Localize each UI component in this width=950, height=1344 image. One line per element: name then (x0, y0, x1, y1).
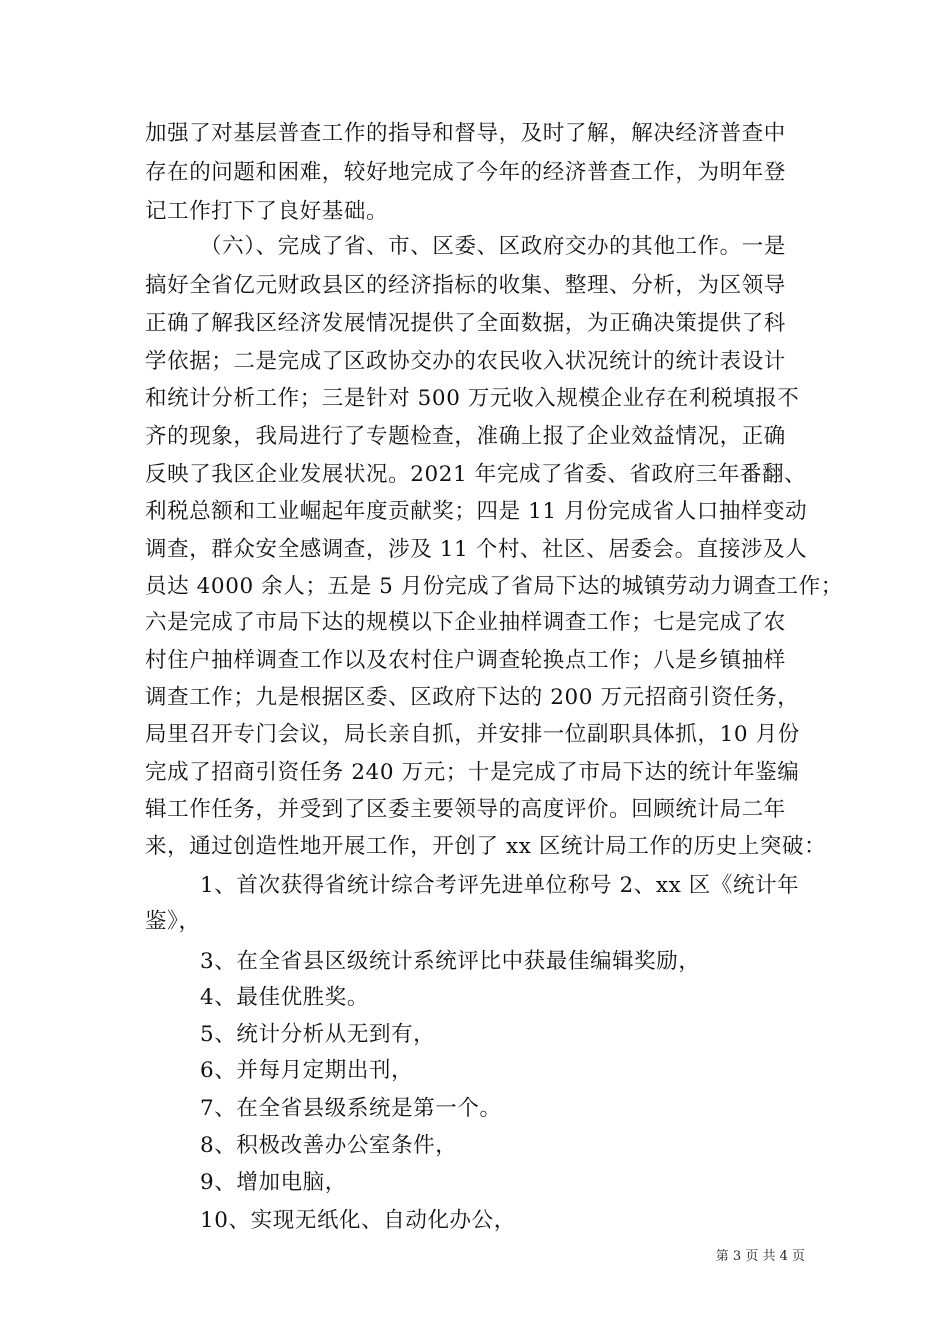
list-item: 1、首次获得省统计综合考评先进单位称号 2、xx 区《统计年 (200, 873, 800, 898)
list-item: 9、增加电脑， (200, 1170, 347, 1195)
text-line: 辑工作任务，并受到了区委主要领导的高度评价。回顾统计局二年 (145, 797, 786, 822)
text-line: 反映了我区企业发展状况。2021 年完成了省委、省政府三年番翻、 (145, 462, 807, 487)
text-line: 加强了对基层普查工作的指导和督导，及时了解，解决经济普查中 (145, 121, 786, 146)
text-line: 完成了招商引资任务 240 万元；十是完成了市局下达的统计年鉴编 (145, 760, 800, 785)
text-line: 正确了解我区经济发展情况提供了全面数据，为正确决策提供了科 (145, 311, 786, 336)
text-line: 鉴》， (145, 909, 201, 934)
text-line: 村住户抽样调查工作以及农村住户调查轮换点工作；八是乡镇抽样 (145, 648, 786, 673)
text-line: 调查工作；九是根据区委、区政府下达的 200 万元招商引资任务， (145, 685, 800, 710)
text-line: 记工作打下了良好基础。 (145, 199, 389, 224)
list-item: 6、并每月定期出刊， (200, 1058, 414, 1083)
page-number-footer: 第 3 页 共 4 页 (715, 1249, 805, 1264)
list-item: 4、最佳优胜奖。 (200, 985, 369, 1010)
text-line: 调查，群众安全感调查，涉及 11 个村、社区、居委会。直接涉及人 (145, 537, 808, 562)
text-line: 学依据；二是完成了区政协交办的农民收入状况统计的统计表设计 (145, 349, 786, 374)
list-item: 10、实现无纸化、自动化办公， (200, 1208, 516, 1233)
text-line: （六）、完成了省、市、区委、区政府交办的其他工作。一是 (200, 234, 786, 259)
text-line: 六是完成了市局下达的规模以下企业抽样调查工作；七是完成了农 (145, 610, 786, 635)
text-line: 齐的现象，我局进行了专题检查，准确上报了企业效益情况，正确 (145, 424, 786, 449)
text-line: 和统计分析工作；三是针对 500 万元收入规模企业存在利税填报不 (145, 386, 800, 411)
list-item: 3、在全省县区级统计系统评比中获最佳编辑奖励， (200, 949, 701, 974)
text-line: 搞好全省亿元财政县区的经济指标的收集、整理、分析，为区领导 (145, 273, 786, 298)
text-line: 局里召开专门会议，局长亲自抓，并安排一位副职具体抓，10 月份 (145, 722, 800, 747)
text-line: 利税总额和工业崛起年度贡献奖；四是 11 月份完成省人口抽样变动 (145, 499, 808, 524)
text-line: 员达 4000 余人；五是 5 月份完成了省局下达的城镇劳动力调查工作； (145, 574, 843, 599)
list-item: 5、统计分析从无到有， (200, 1022, 436, 1047)
list-item: 7、在全省县级系统是第一个。 (200, 1096, 502, 1121)
text-line: 来，通过创造性地开展工作，开创了 xx 区统计局工作的历史上突破： (145, 834, 827, 859)
text-line: 存在的问题和困难，较好地完成了今年的经济普查工作，为明年登 (145, 160, 786, 185)
list-item: 8、积极改善办公室条件， (200, 1133, 458, 1158)
